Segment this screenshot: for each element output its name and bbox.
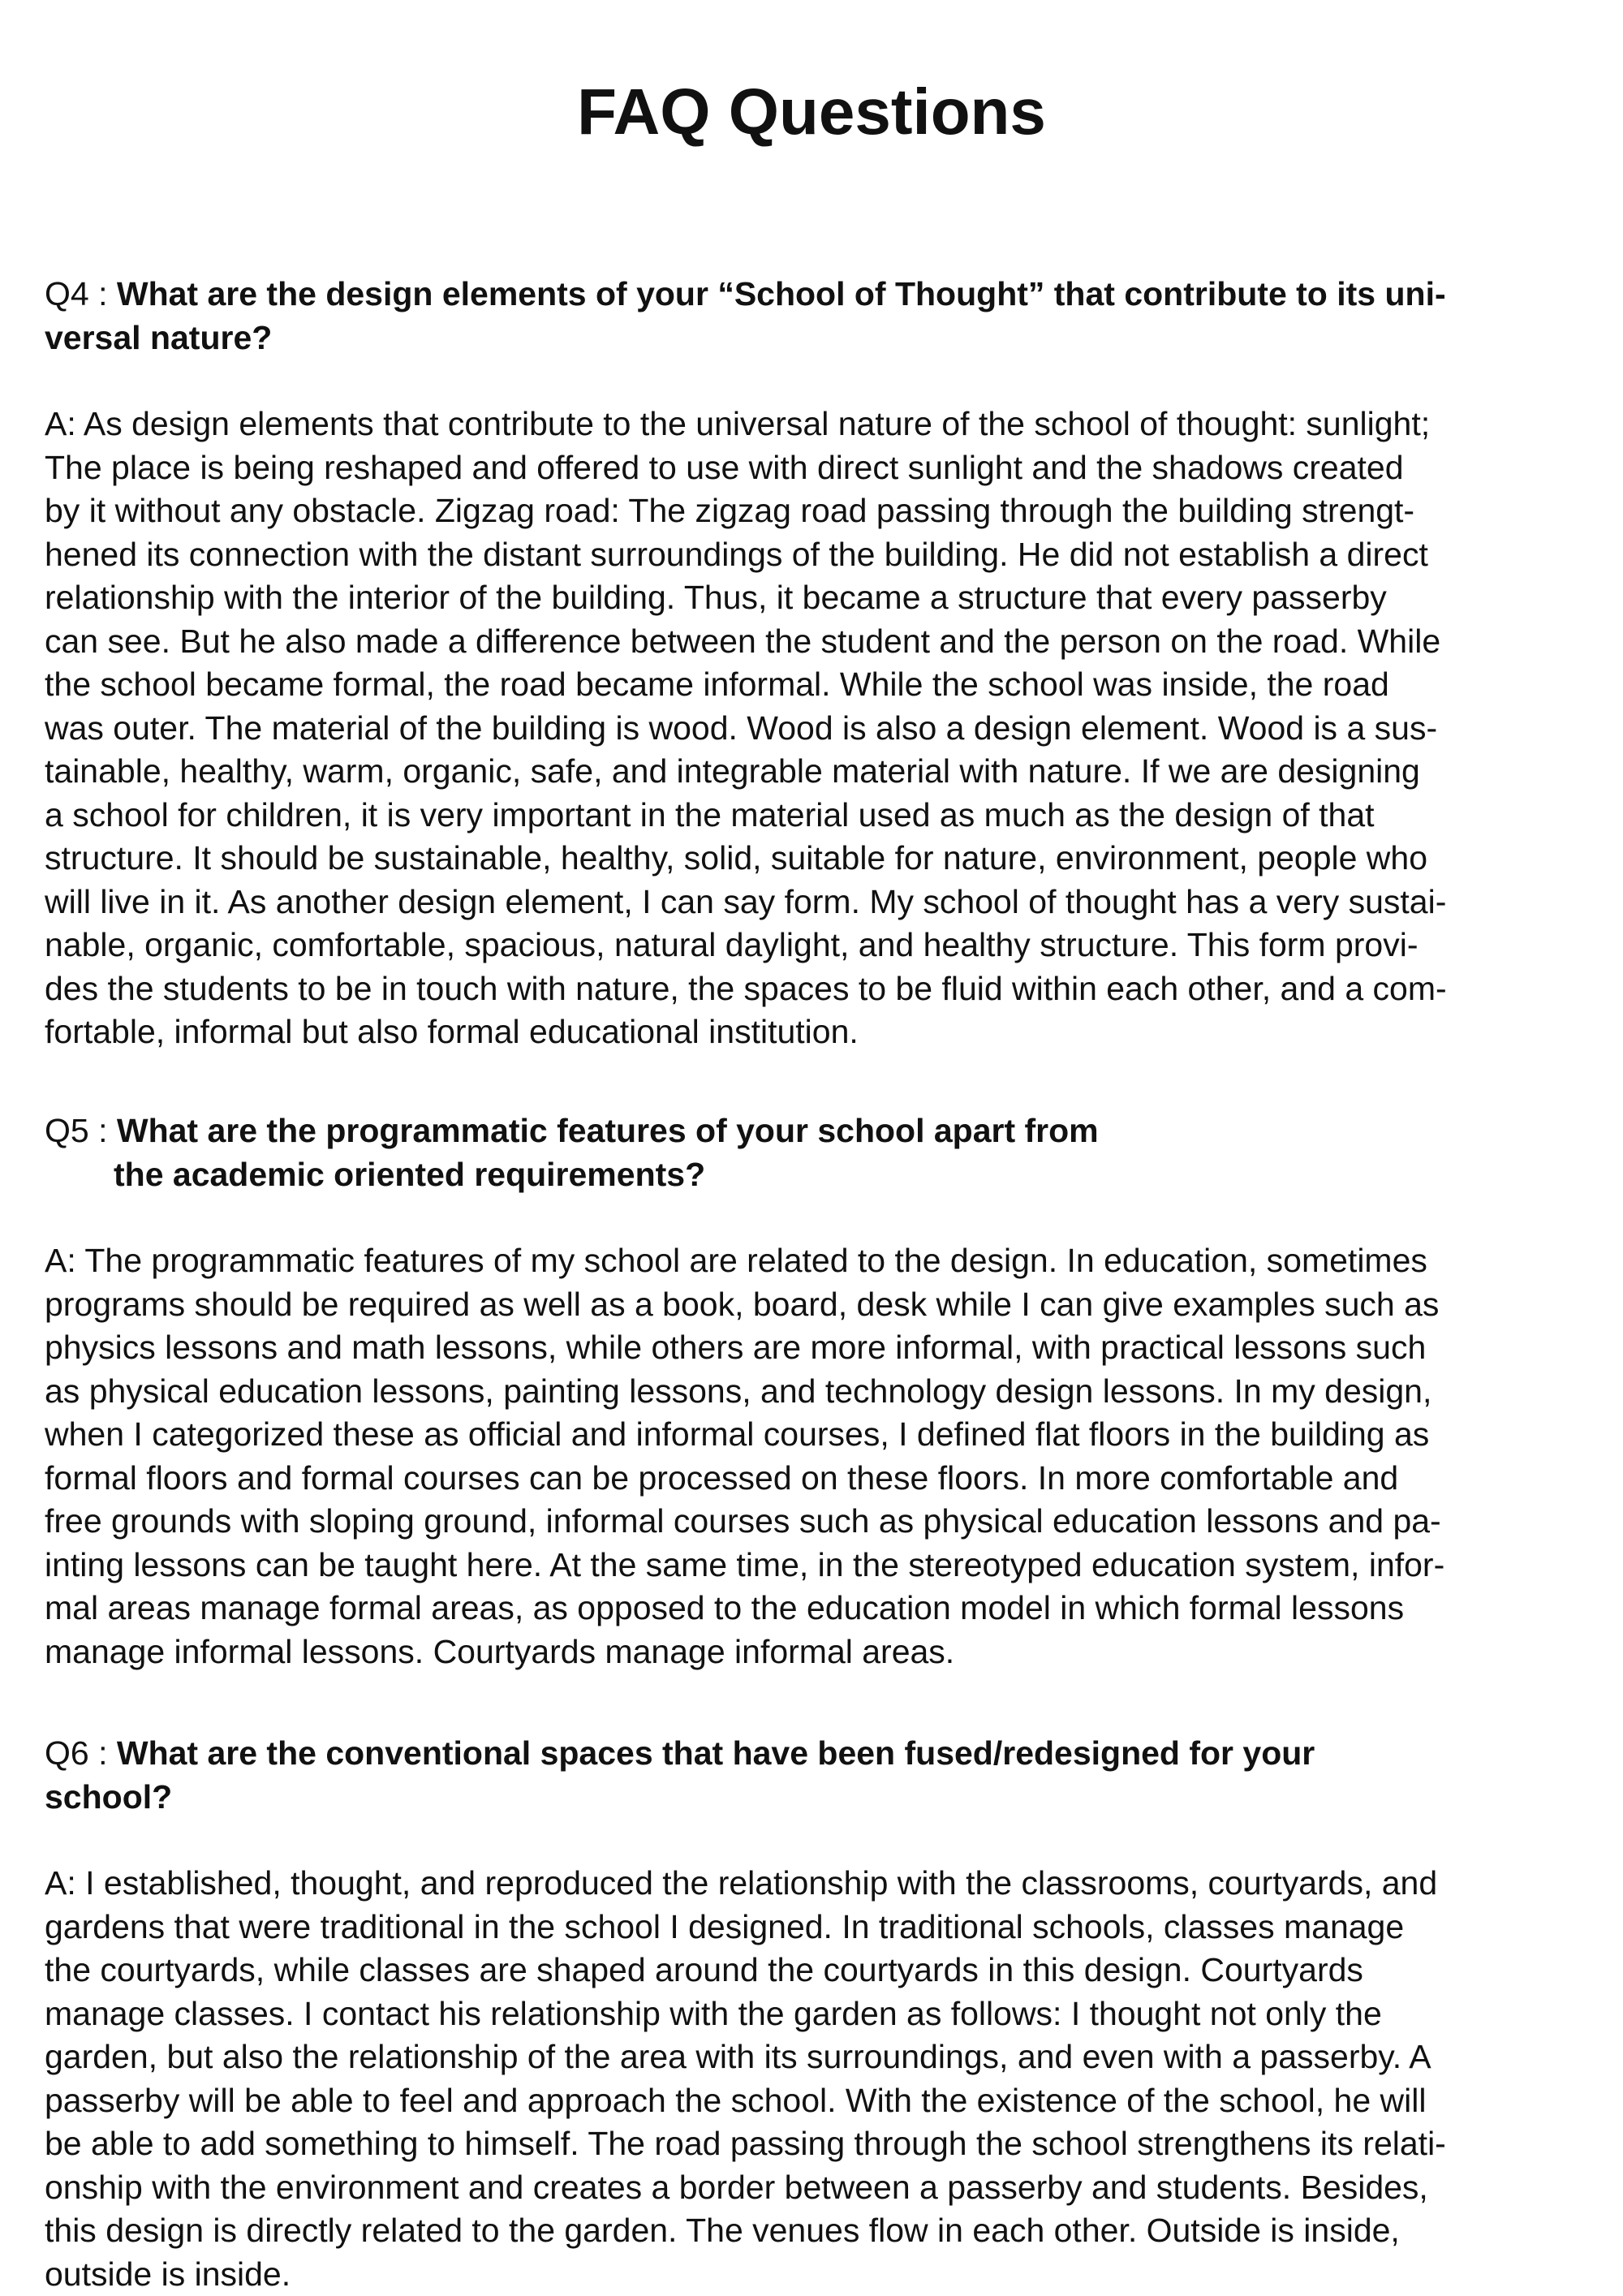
- page-title: FAQ Questions: [577, 75, 1046, 148]
- answer-line: was outer. The material of the building is wood. Wood is also a design element. Wood is a sus-: [45, 709, 1438, 747]
- answer-line: relationship with the interior of the building. Thus, it became a structure that every passerby: [45, 579, 1387, 616]
- answer-line: physics lessons and math lessons, while others are more informal, with practical lessons such: [45, 1329, 1427, 1366]
- answer-line: A: The programmatic features of my school are related to the design. In education, sometimes: [45, 1242, 1427, 1279]
- answer-q5: [45, 1239, 1586, 1674]
- answer-line: formal floors and formal courses can be processed on these floors. In more comfortable and: [45, 1458, 1399, 1497]
- answer-line: manage informal lessons. Courtyards manage informal areas.: [45, 1632, 955, 1670]
- question-line: the academic oriented requirements?: [114, 1156, 706, 1193]
- answer-line: garden, but also the relationship of the area with its surroundings, and even with a passerby. A: [45, 2038, 1431, 2075]
- question-line: versal nature?: [45, 319, 273, 356]
- question-q4: [45, 272, 1586, 360]
- answer-line: will live in it. As another design element, I can say form. My school of thought has a very sustai-: [45, 882, 1447, 920]
- answer-line: this design is directly related to the garden. The venues flow in each other. Outside is inside,: [45, 2212, 1400, 2249]
- answer-line: inting lessons can be taught here. At the same time, in the stereotyped education system, infor-: [45, 1545, 1445, 1583]
- answer-line: be able to add something to himself. The road passing through the school strengthens its relati-: [45, 2125, 1446, 2162]
- answer-line: A: I established, thought, and reproduced the relationship with the classrooms, courtyards, and: [45, 1864, 1438, 1902]
- answer-line: hened its connection with the distant surroundings of the building. He did not establish a direct: [45, 535, 1428, 573]
- question-line: What are the programmatic features of your school apart from: [116, 1112, 1099, 1149]
- answer-line: onship with the environment and creates a border between a passerby and students. Besides,: [45, 2168, 1428, 2206]
- answer-q6: [45, 1862, 1586, 2296]
- faq-item-q4: [45, 272, 1586, 1054]
- answer-line: by it without any obstacle. Zigzag road: The zigzag road passing through the building strengt-: [45, 492, 1415, 529]
- answer-line: the school became formal, the road became informal. While the school was inside, the road: [45, 666, 1389, 703]
- answer-line: can see. But he also made a difference between the student and the person on the road. While: [45, 622, 1441, 660]
- answer-line: gardens that were traditional in the school I designed. In traditional schools, classes manage: [45, 1907, 1405, 1945]
- answer-line: as physical education lessons, painting lessons, and technology design lessons. In my design,: [45, 1372, 1432, 1410]
- answer-line: passerby will be able to feel and approach the school. With the existence of the school, he will: [45, 2081, 1427, 2119]
- answer-line: tainable, healthy, warm, organic, safe, and integrable material with nature. If we are designing: [45, 752, 1420, 790]
- answer-q4: [45, 403, 1586, 1054]
- faq-item-q6: [45, 1731, 1586, 2296]
- answer-line: A: As design elements that contribute to the universal nature of the school of thought: sunlight;: [45, 405, 1431, 442]
- question-line: school?: [45, 1778, 173, 1816]
- answer-line: The place is being reshaped and offered to use with direct sunlight and the shadows created: [45, 448, 1404, 486]
- answer-line: outside is inside.: [45, 2255, 291, 2293]
- faq-item-q5: [45, 1109, 1586, 1674]
- answer-line: free grounds with sloping ground, informal courses such as physical education lessons and pa-: [45, 1502, 1441, 1540]
- answer-line: nable, organic, comfortable, spacious, natural daylight, and healthy structure. This form provi-: [45, 926, 1419, 963]
- answer-line: the courtyards, while classes are shaped around the courtyards in this design. Courtyards: [45, 1951, 1363, 1988]
- answer-line: programs should be required as well as a book, board, desk while I can give examples such as: [45, 1285, 1440, 1323]
- question-q5: [45, 1109, 1586, 1196]
- question-label: Q6 :: [45, 1734, 108, 1772]
- question-q6: [45, 1731, 1586, 1819]
- answer-line: mal areas manage formal areas, as opposed to the education model in which formal lessons: [45, 1589, 1405, 1626]
- answer-line: a school for children, it is very important in the material used as much as the design of that: [45, 795, 1375, 834]
- answer-line: structure. It should be sustainable, healthy, solid, suitable for nature, environment, people who: [45, 839, 1428, 877]
- answer-line: when I categorized these as official and informal courses, I defined flat floors in the building as: [45, 1415, 1430, 1453]
- question-line: What are the design elements of your “School of Thought” that contribute to its uni-: [116, 275, 1446, 312]
- question-label: Q4 :: [45, 275, 108, 312]
- answer-line: manage classes. I contact his relationship with the garden as follows: I thought not only the: [45, 1994, 1382, 2032]
- question-line: What are the conventional spaces that have been fused/redesigned for your: [116, 1734, 1315, 1772]
- answer-line: fortable, informal but also formal educational institution.: [45, 1013, 859, 1050]
- question-label: Q5 :: [45, 1112, 108, 1149]
- answer-line: des the students to be in touch with nature, the spaces to be fluid within each other, and a com-: [45, 969, 1447, 1007]
